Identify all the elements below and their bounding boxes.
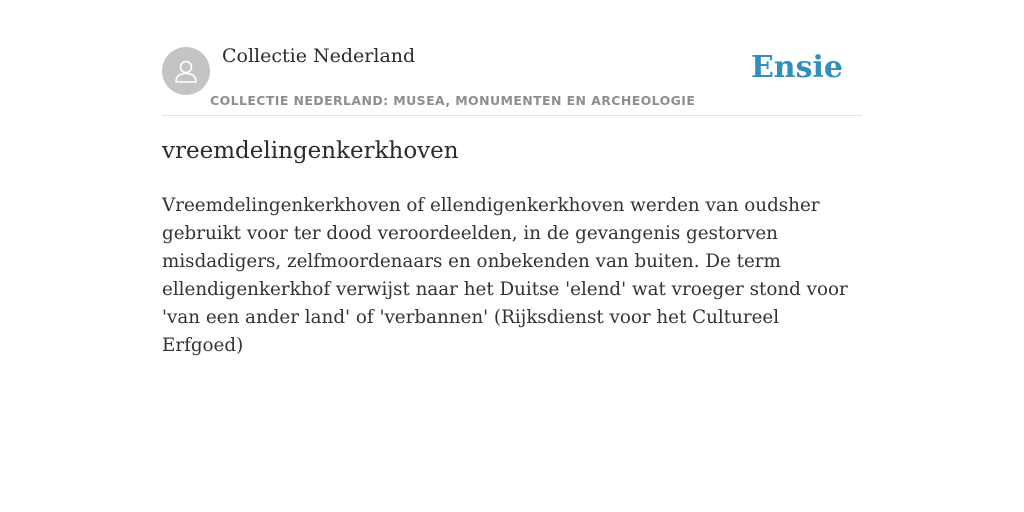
user-icon — [171, 56, 201, 86]
article-header — [162, 0, 862, 116]
article-body: Vreemdelingenkerkhoven of ellendigenkerkhoven werden van oudsher gebruikt voor ter dood veroordeelden, in de gevangenis gestorven misdadigers, zelfmoordenaars en onbekenden van buiten. De term ellendigenkerkhof verwijst naar het Duitse 'elend' wat vroeger stond voor 'van een ander land' of 'verbannen' (Rijksdienst voor het Cultureel Erfgoed) — [162, 195, 848, 356]
author-name[interactable]: Collectie Nederland — [222, 45, 416, 67]
article-card — [162, 0, 862, 356]
site-logo[interactable]: Ensie — [750, 50, 843, 85]
article-title: vreemdelingenkerkhoven — [162, 138, 459, 164]
avatar[interactable] — [162, 47, 210, 95]
author-subtitle: COLLECTIE NEDERLAND: MUSEA, MONUMENTEN EN ARCHEOLOGIE — [210, 93, 696, 108]
